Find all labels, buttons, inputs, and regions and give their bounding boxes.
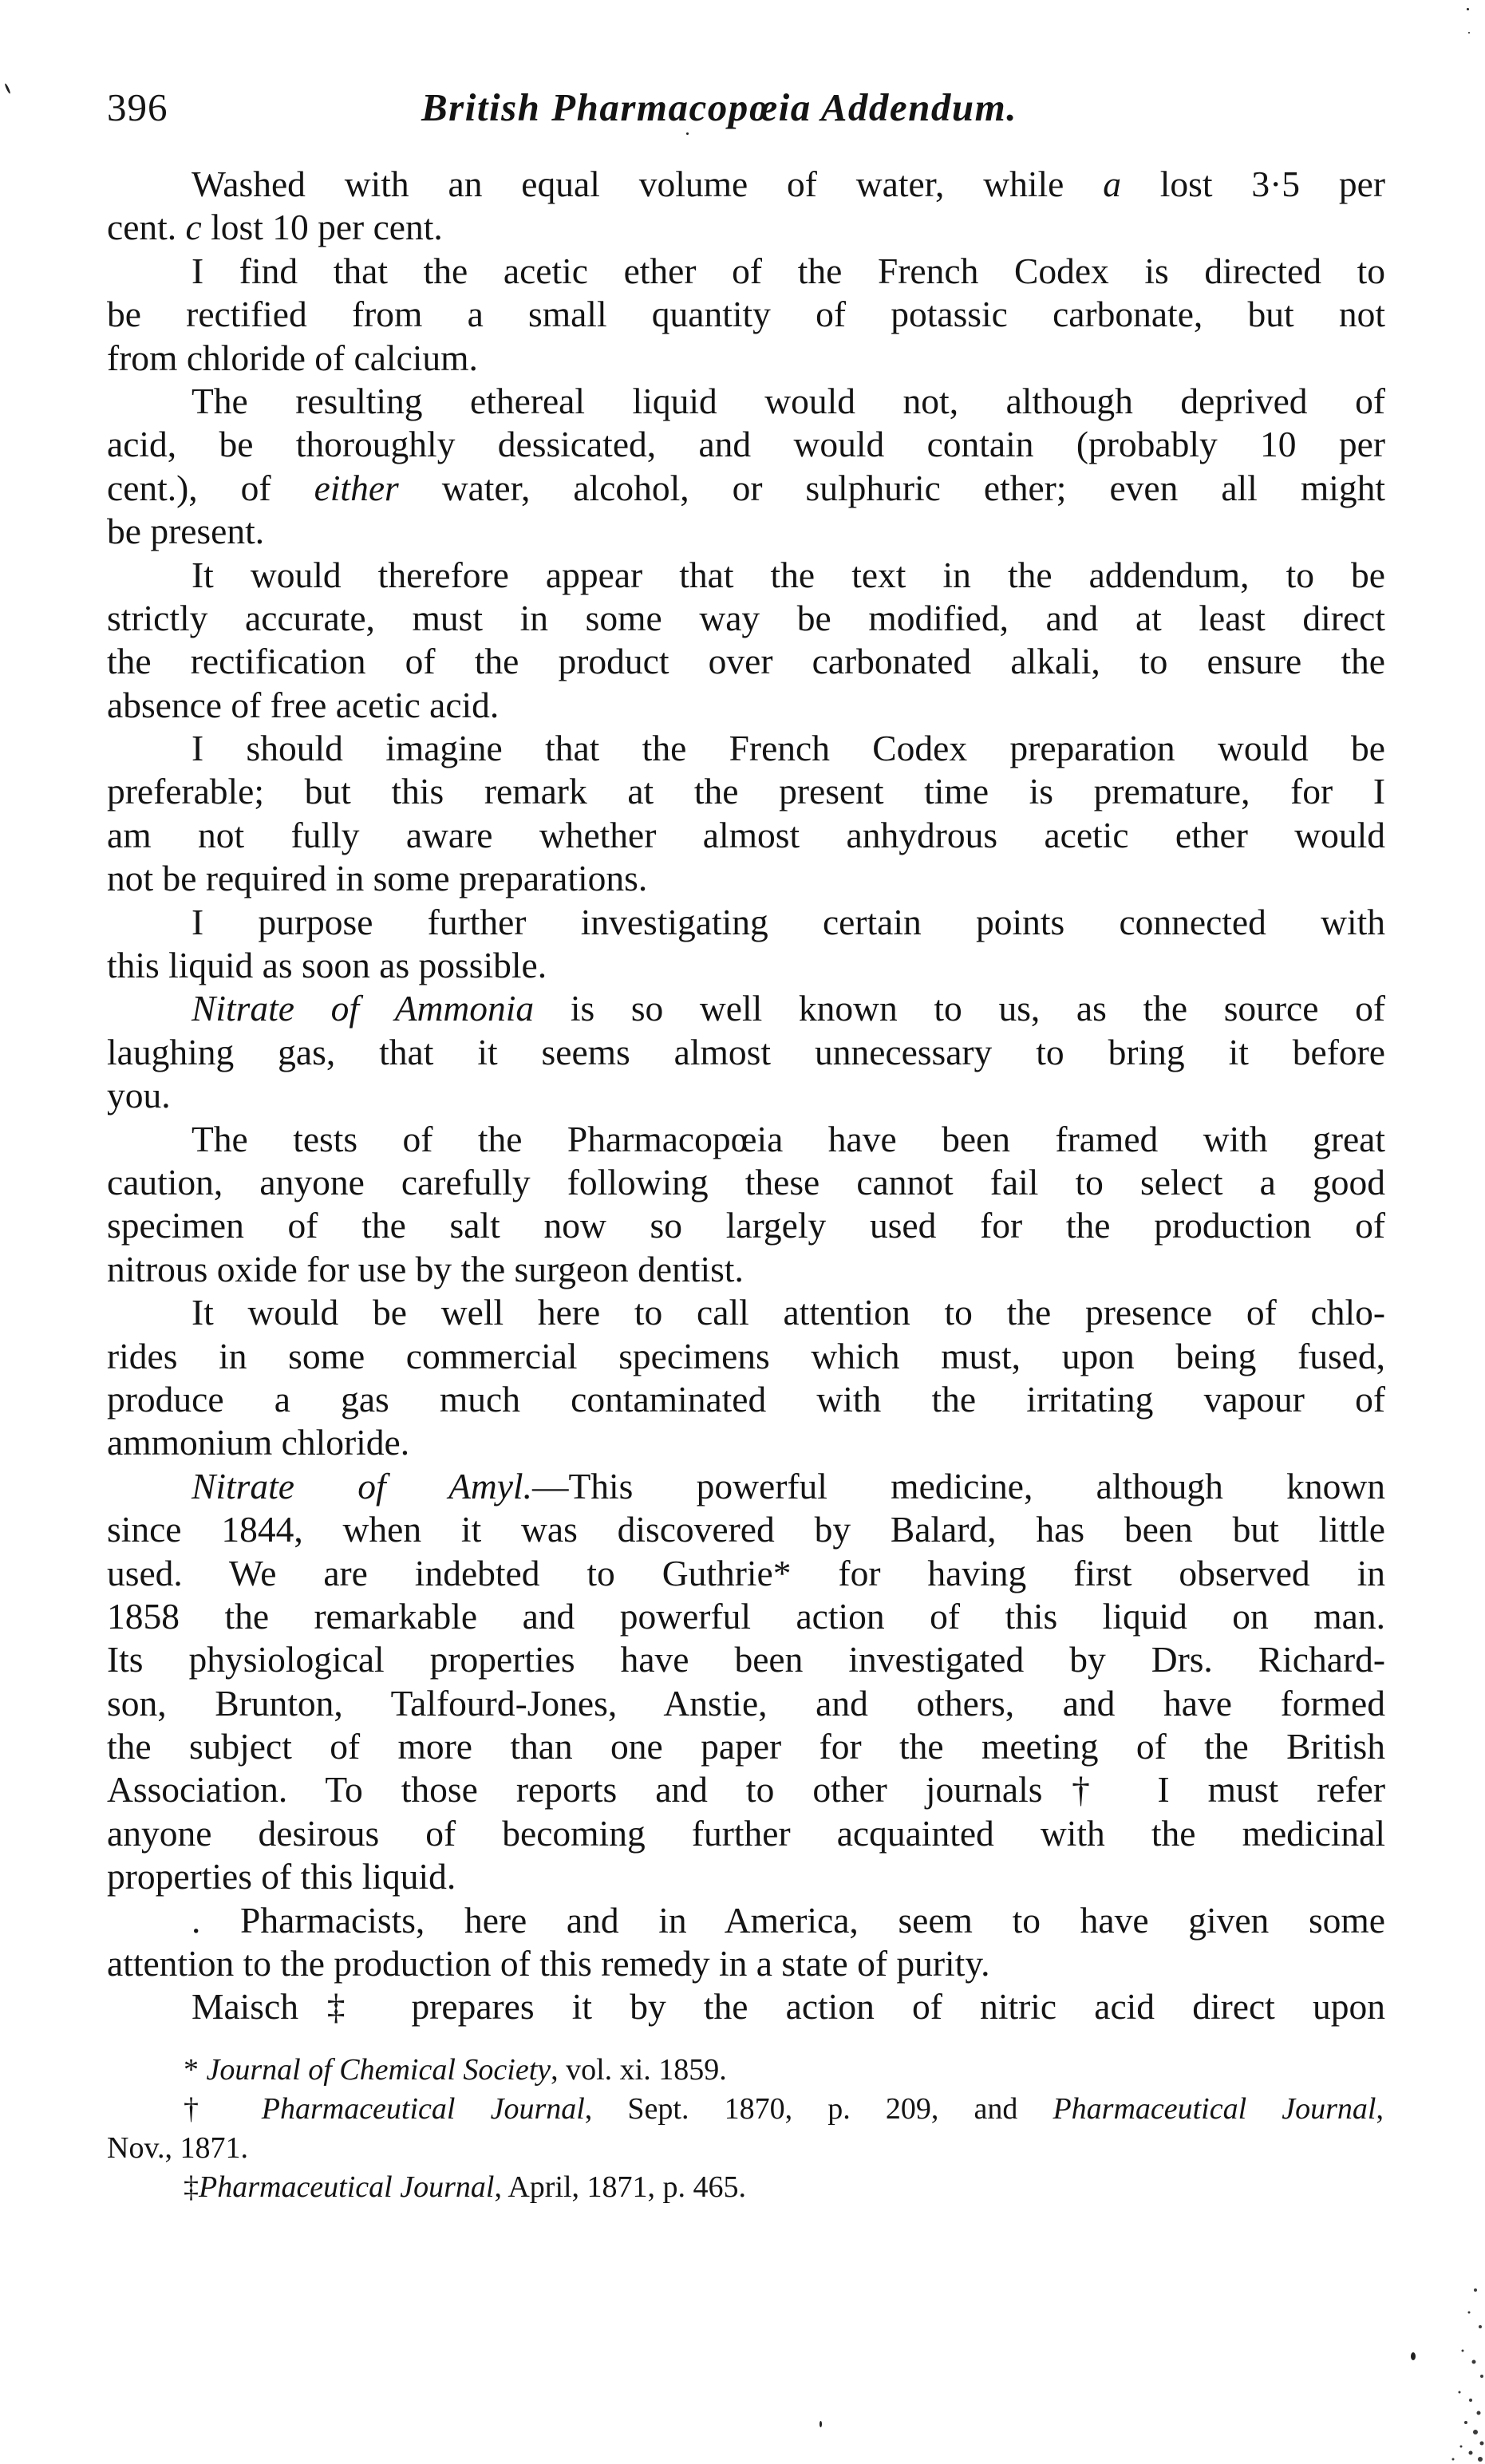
body-line — [107, 1031, 1385, 1074]
body-line — [107, 1465, 1385, 1508]
body-line — [107, 857, 1385, 900]
body-text: I purpose further investigating certain points connected with — [192, 901, 1385, 942]
scan-speck — [1468, 32, 1470, 34]
footnote-text: Nov., 1871. — [107, 2131, 248, 2165]
body-italic-text: a — [1103, 164, 1121, 204]
body-line — [107, 684, 1385, 727]
body-text: preferable; but this remark at the present time is premature, for I — [107, 771, 1385, 812]
body-text: am not fully aware whether almost anhydrous acetic ether would — [107, 814, 1385, 855]
body-text: from chloride of calcium. — [107, 337, 478, 378]
footnote-line — [107, 2051, 1384, 2090]
body-line — [107, 1248, 1385, 1291]
body-line — [107, 1899, 1385, 1942]
body-line — [107, 597, 1385, 640]
body-text: nitrous oxide for use by the surgeon dentist. — [107, 1248, 744, 1289]
body-line — [107, 250, 1385, 293]
body-line — [107, 510, 1385, 553]
body-text: the subject of more than one paper for the meeting of the British — [107, 1726, 1385, 1767]
body-line — [107, 727, 1385, 770]
body-text: cent.), of — [107, 467, 314, 508]
body-text: is so well known to us, as the source of — [534, 988, 1385, 1029]
footnote-line — [107, 2090, 1384, 2129]
footnote-text: , April, 1871, p. 465. — [494, 2170, 747, 2204]
body-text: acid, be thoroughly dessicated, and would contain (probably 10 per — [107, 424, 1385, 465]
footnote-italic-text: Pharmaceutical Journal — [261, 2092, 585, 2126]
footnote-italic-text: Pharmaceutical Journal — [1053, 2092, 1376, 2126]
body-text: son, Brunton, Talfourd-Jones, Anstie, and others, and have formed — [107, 1682, 1385, 1724]
body-text: produce a gas much contaminated with the irritating vapour of — [107, 1378, 1385, 1420]
body-line — [107, 987, 1385, 1030]
body-line — [107, 814, 1385, 857]
body-line — [107, 640, 1385, 683]
body-text: not be required in some preparations. — [107, 858, 648, 899]
body-line — [107, 1942, 1385, 1985]
body-text: 1858 the remarkable and powerful action of this liquid on man. — [107, 1595, 1385, 1637]
body-line — [107, 380, 1385, 423]
body-text: caution, anyone carefully following these cannot fail to select a good — [107, 1161, 1385, 1202]
body-line — [107, 554, 1385, 597]
body-line — [107, 1335, 1385, 1378]
body-line — [107, 1074, 1385, 1117]
body-text: It would be well here to call attention to the presence of chlo- — [192, 1292, 1385, 1333]
body-text: The tests of the Pharmacopœia have been framed with great — [192, 1118, 1385, 1159]
body-italic-text: Nitrate of Amyl. — [192, 1465, 532, 1506]
body-line — [107, 1638, 1385, 1681]
body-line — [107, 770, 1385, 813]
body-text — [107, 163, 1385, 2029]
body-line — [107, 1161, 1385, 1204]
body-text: laughing gas, that it seems almost unnecessary to bring it before — [107, 1031, 1385, 1072]
footnote-italic-text: Journal of Chemical Society — [206, 2053, 551, 2087]
body-line — [107, 1421, 1385, 1464]
body-line — [107, 1291, 1385, 1334]
body-line — [107, 1725, 1385, 1768]
body-text: water, alcohol, or sulphuric ether; even all might — [398, 467, 1385, 508]
body-text: lost 3·5 per — [1120, 164, 1385, 204]
body-line — [107, 1682, 1385, 1725]
body-text: . Pharmacists, here and in America, seem to have given some — [192, 1899, 1385, 1941]
page-number: 396 — [107, 85, 168, 129]
body-text: absence of free acetic acid. — [107, 684, 500, 725]
scan-speck — [686, 132, 689, 135]
body-text: I find that the acetic ether of the French Codex is directed to — [192, 250, 1385, 291]
footnote-line — [107, 2168, 1384, 2207]
body-text: attention to the production of this remedy in a state of purity. — [107, 1943, 990, 1984]
body-line — [107, 337, 1385, 380]
footnote-text: † — [184, 2092, 262, 2126]
body-line — [107, 1508, 1385, 1551]
body-line — [107, 293, 1385, 336]
body-italic-text: either — [314, 467, 399, 508]
running-title: British Pharmacopœia Addendum. — [421, 85, 1018, 129]
footnote-text: * — [184, 2053, 207, 2087]
body-text: —This powerful medicine, although known — [531, 1465, 1385, 1506]
footnote-line — [107, 2129, 1384, 2168]
body-text: It would therefore appear that the text in the addendum, to be — [192, 554, 1385, 595]
body-text: specimen of the salt now so largely used for the production of — [107, 1205, 1385, 1246]
body-text: Its physiological properties have been investigated by Drs. Richard- — [107, 1639, 1385, 1680]
body-text: The resulting ethereal liquid would not, although deprived of — [192, 380, 1385, 421]
body-text: the rectification of the product over carbonated alkali, to ensure the — [107, 641, 1385, 682]
page-header — [107, 77, 1384, 140]
footnote-text: , Sept. 1870, p. 209, and — [584, 2092, 1053, 2126]
body-text: anyone desirous of becoming further acquainted with the medicinal — [107, 1812, 1385, 1854]
body-text: used. We are indebted to Guthrie* for having first observed in — [107, 1552, 1385, 1593]
body-line — [107, 467, 1385, 510]
body-text: Association. To those reports and to other journals† I must refer — [107, 1769, 1385, 1810]
scan-speck — [4, 83, 11, 94]
body-text: be present. — [107, 511, 265, 552]
body-italic-text: Nitrate of Ammonia — [192, 988, 535, 1029]
body-line — [107, 901, 1385, 944]
body-line — [107, 423, 1385, 466]
body-text: strictly accurate, must in some way be modified, and at least direct — [107, 597, 1385, 638]
footnote-italic-text: Pharmaceutical Journal — [199, 2170, 495, 2204]
body-line — [107, 206, 1385, 249]
body-line — [107, 163, 1385, 206]
body-text: cent. — [107, 207, 186, 248]
body-text: Maisch‡ prepares it by the action of nitric acid direct upon — [192, 1986, 1385, 2028]
body-line — [107, 1595, 1385, 1638]
footnotes — [107, 2051, 1384, 2207]
body-text: properties of this liquid. — [107, 1856, 456, 1897]
footnote-text: , — [1376, 2092, 1384, 2126]
body-line — [107, 1812, 1385, 1855]
scan-speck — [1467, 8, 1469, 10]
body-text: you. — [107, 1075, 171, 1116]
body-line — [107, 1768, 1385, 1811]
body-text: Washed with an equal volume of water, while — [192, 164, 1104, 204]
body-line — [107, 1985, 1385, 2028]
body-line — [107, 1118, 1385, 1161]
scan-speck — [820, 2421, 822, 2427]
footnote-text: ‡ — [184, 2170, 199, 2204]
body-line — [107, 944, 1385, 987]
body-italic-text: c — [185, 207, 202, 248]
body-text: be rectified from a small quantity of potassic carbonate, but not — [107, 294, 1385, 335]
body-text: since 1844, when it was discovered by Balard, has been but little — [107, 1509, 1385, 1550]
body-line — [107, 1378, 1385, 1421]
body-text: this liquid as soon as possible. — [107, 945, 547, 986]
page-edge-shadow — [1413, 2280, 1485, 2464]
body-text: lost 10 per cent. — [201, 207, 443, 248]
footnote-text: , vol. xi. 1859. — [551, 2053, 727, 2087]
body-line — [107, 1204, 1385, 1247]
body-text: rides in some commercial specimens which must, upon being fused, — [107, 1335, 1385, 1376]
body-line — [107, 1855, 1385, 1898]
body-line — [107, 1552, 1385, 1595]
body-text: I should imagine that the French Codex preparation would be — [192, 728, 1385, 769]
body-text: ammonium chloride. — [107, 1422, 410, 1463]
